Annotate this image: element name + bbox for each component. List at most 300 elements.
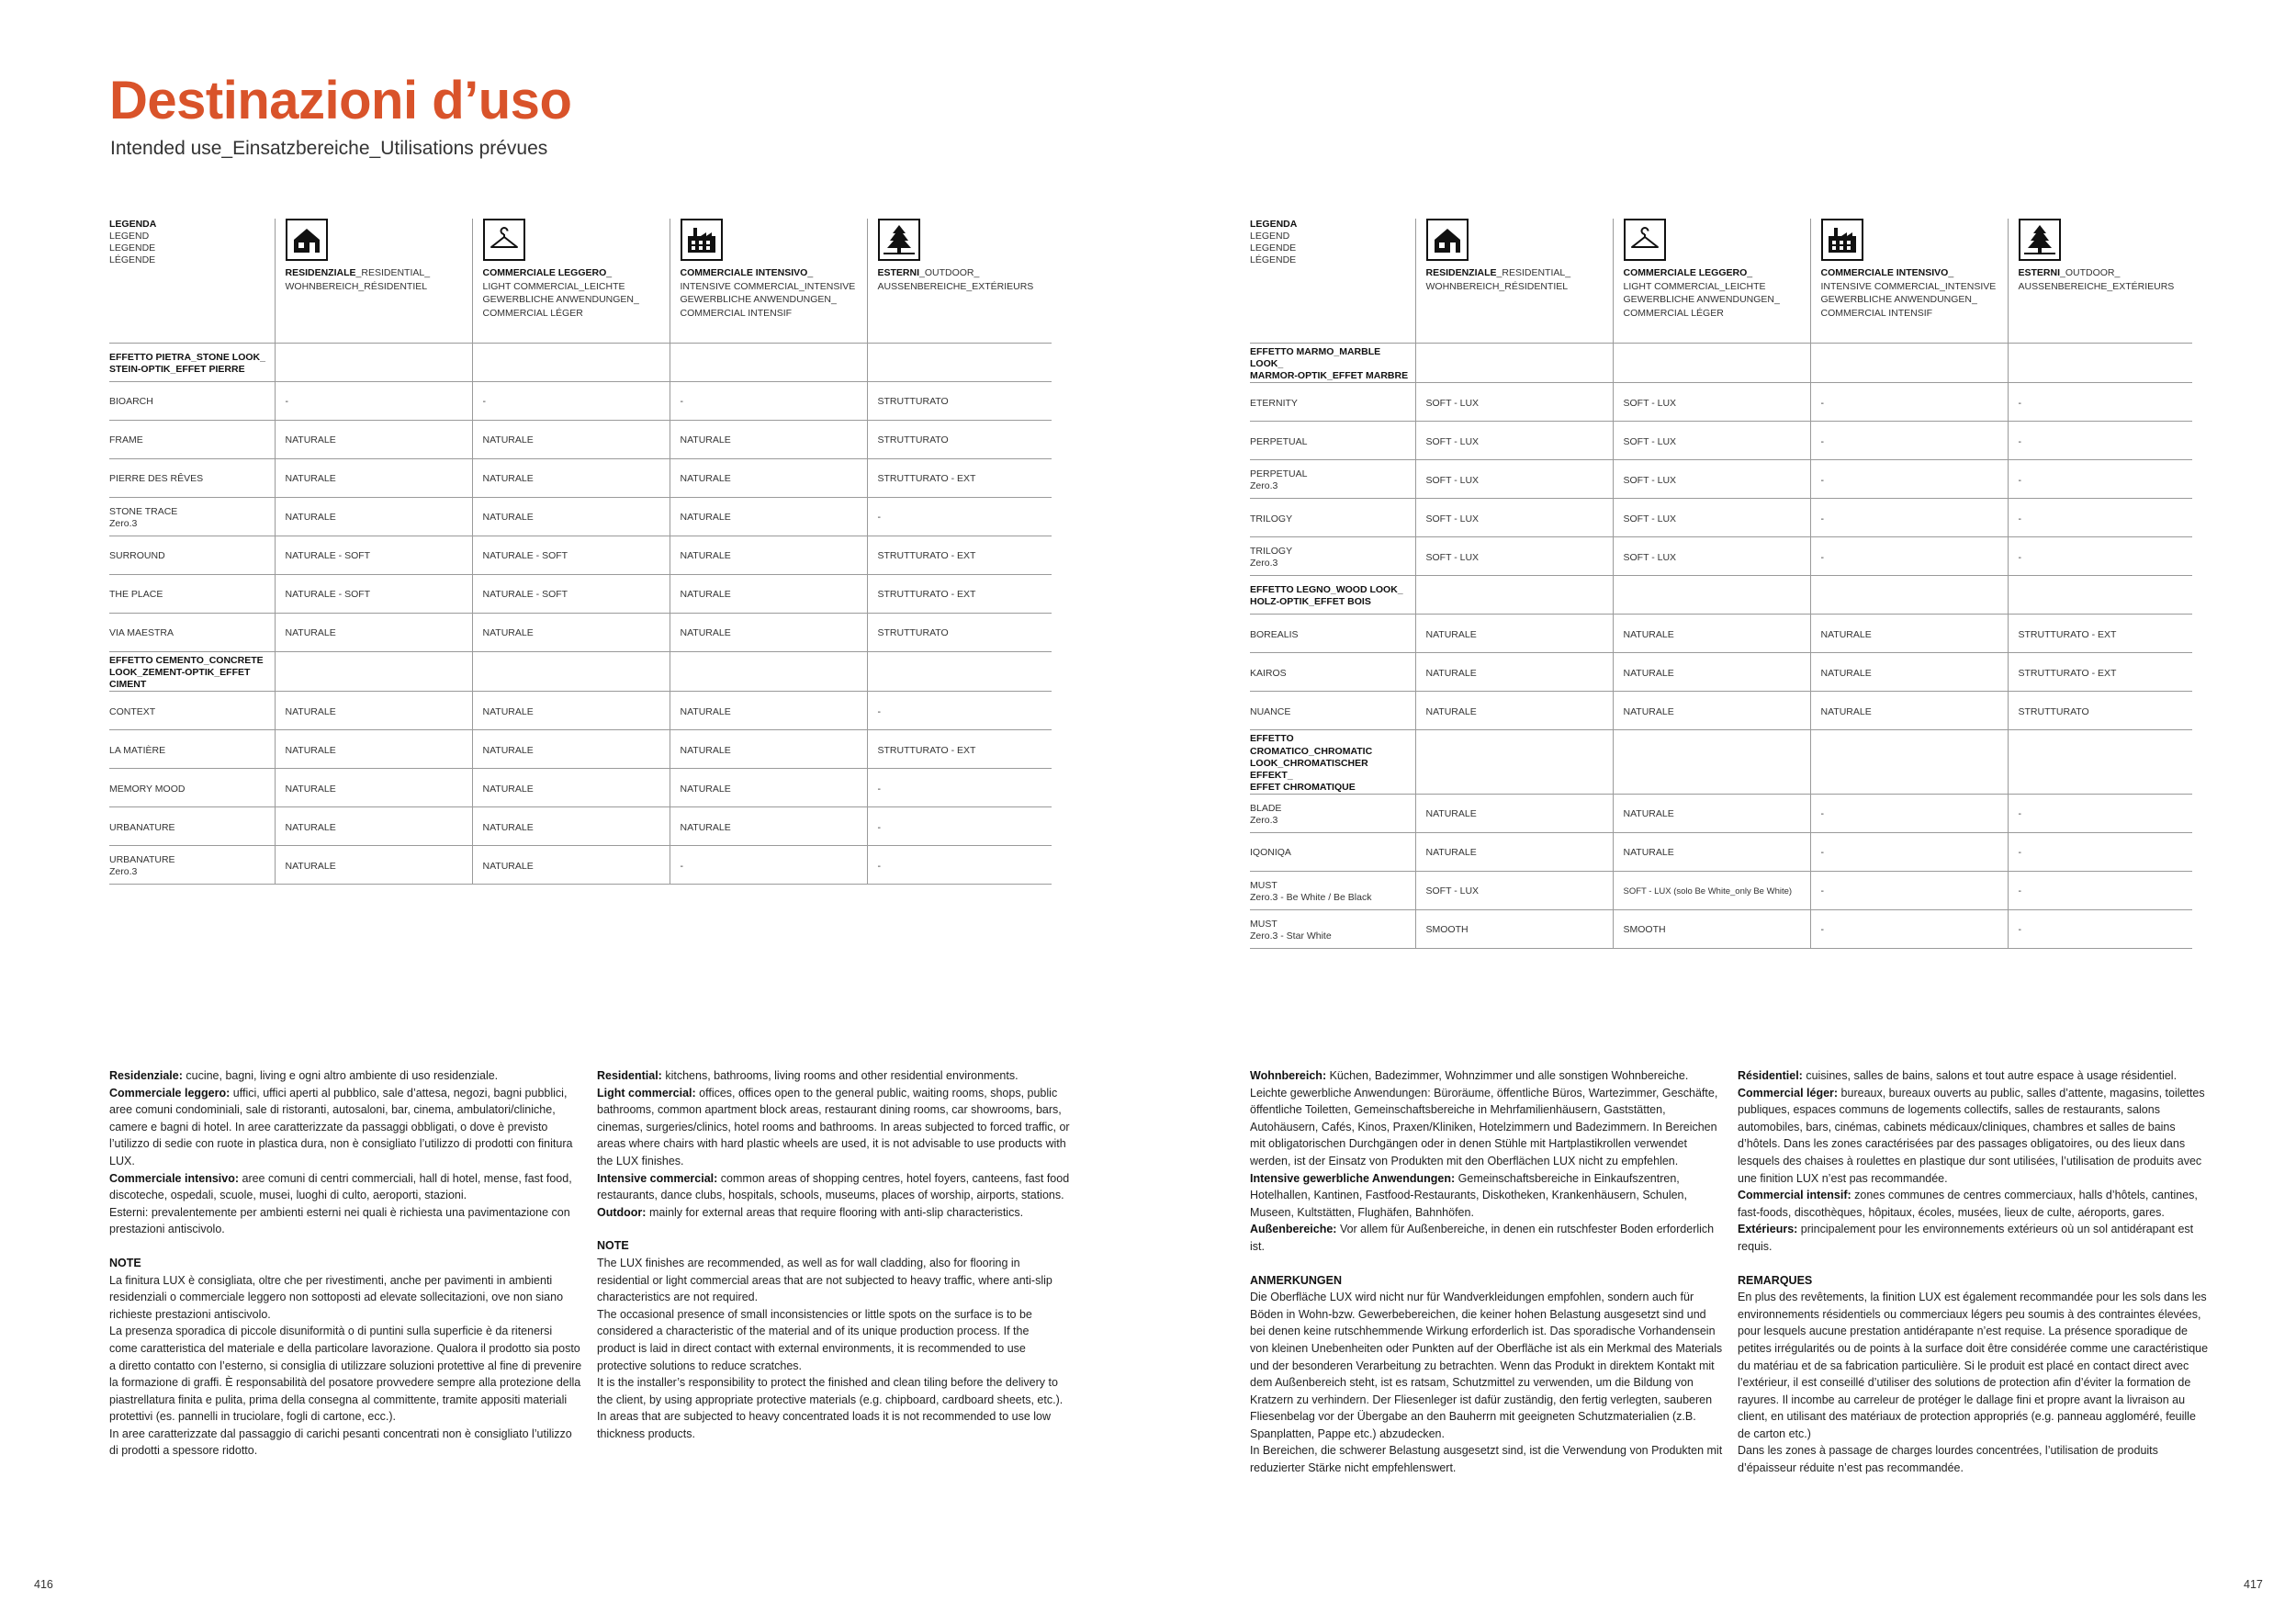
term-label: Commerciale leggero: — [109, 1086, 231, 1100]
category-label-line: AUSSENBEREICHE_EXTÉRIEURS — [2018, 280, 2175, 292]
finish-cell: - — [1810, 795, 2008, 833]
finish-cell: - — [2008, 460, 2192, 499]
table-row — [109, 769, 1052, 807]
finish-cell: NATURALE — [1810, 692, 2008, 730]
finish-cell: SOFT - LUX — [1613, 537, 1810, 576]
finish-cell: STRUTTURATO - EXT — [867, 575, 1052, 614]
table-header-row — [1250, 219, 2192, 344]
finish-cell: SOFT - LUX — [1415, 383, 1613, 422]
finish-cell: SOFT - LUX — [1613, 499, 1810, 537]
finish-cell: NATURALE — [1613, 653, 1810, 692]
product-name: VIA MAESTRA — [109, 627, 174, 639]
finish-cell: NATURALE — [670, 459, 867, 498]
category-label-line: GEWERBLICHE ANWENDUNGEN_ — [1820, 294, 1977, 306]
finish-cell: - — [2008, 537, 2192, 576]
category-label: COMMERCIALE LEGGERO_ — [482, 267, 613, 278]
text-paragraph: La finitura LUX è consigliata, oltre che per rivestimenti, anche per pavimenti in ambienti residenziali o commerciale leggero non sottoposti ad elevate sollecitazioni, ove non siano richieste prestazioni antiscivolo. — [109, 1273, 564, 1321]
finish-cell: - — [1810, 499, 2008, 537]
product-name: TRILOGY — [1250, 513, 1293, 524]
finish-cell: NATURALE — [275, 769, 472, 807]
text-paragraph: Die Oberfläche LUX wird nicht nur für Wandverkleidungen empfohlen, sondern auch für Böden in Wohn-bzw. Gewerbebereichen, die keiner hohen Belastung ausgesetzt sind und bei denen keine rutschhemmende Wirkung erforderlich ist. Das sporadische Vorhandensein von kleinen Unebenheiten oder Punkten auf der Oberfläche ist als ein Merkmal des Materials und der besonderen Verarbeitung zu betrachten. Wenn das Produkt in direktem Kontakt mit dem Außenbereich steht, ist es ratsam, Schutzmittel zu verwenden, um die Bildung von Kratzern zu verhindern. Der Fliesenleger ist dafür zuständig, den fertig verlegten, sauberen Fliesenbelag vor der Übergabe an den Bauherrn mit geeigneten Schutzmaterialien (z.B. Spanplatten, Pappe etc.) abzudecken. — [1250, 1291, 1723, 1440]
category-label: RESIDENZIALE_RESIDENTIAL_ — [285, 267, 431, 278]
finish-cell — [670, 652, 867, 692]
tree-icon — [2019, 219, 2061, 261]
finish-cell: SOFT - LUX — [1415, 537, 1613, 576]
text-german — [1250, 1067, 1723, 1477]
finish-cell: NATURALE — [1613, 692, 1810, 730]
table-row — [1250, 460, 2192, 499]
finish-cell: NATURALE — [275, 459, 472, 498]
category-header — [472, 219, 670, 344]
house-icon — [286, 219, 328, 261]
finish-cell: STRUTTURATO — [867, 382, 1052, 421]
finish-cell: SOFT - LUX — [1613, 422, 1810, 460]
product-name-cell — [1250, 460, 1415, 499]
category-header — [1415, 219, 1613, 344]
table-row — [1250, 653, 2192, 692]
finish-cell: NATURALE — [275, 692, 472, 730]
finish-cell: NATURALE — [1613, 833, 1810, 872]
finish-cell: NATURALE — [1415, 795, 1613, 833]
finish-cell — [1415, 344, 1613, 383]
term-label: Commercial léger: — [1738, 1086, 1839, 1100]
product-name: URBANATURE — [109, 821, 175, 833]
product-name-cell — [109, 344, 275, 382]
product-name-cell — [109, 807, 275, 846]
finish-cell: NATURALE — [472, 614, 670, 652]
term-label: Extérieurs: — [1738, 1223, 1798, 1236]
finish-cell: NATURALE — [670, 692, 867, 730]
table-row — [1250, 615, 2192, 653]
product-name: KAIROS — [1250, 667, 1287, 679]
finish-cell: STRUTTURATO - EXT — [867, 730, 1052, 769]
finish-cell: - — [2008, 795, 2192, 833]
category-header — [867, 219, 1052, 344]
table-row — [109, 614, 1052, 652]
table-row — [1250, 383, 2192, 422]
table-row — [109, 382, 1052, 421]
product-name: BIOARCH — [109, 396, 153, 408]
category-label-line: LIGHT COMMERCIAL_LEICHTE — [482, 280, 625, 292]
category-label-line: COMMERCIAL INTENSIF — [1820, 308, 1933, 320]
finish-cell: - — [1810, 383, 2008, 422]
product-name-cell — [1250, 730, 1415, 795]
category-header — [2008, 219, 2192, 344]
category-label-line: AUSSENBEREICHE_EXTÉRIEURS — [877, 280, 1034, 292]
finish-cell: NATURALE — [1415, 833, 1613, 872]
term-label: Wohnbereich: — [1250, 1069, 1327, 1082]
product-name: EFFETTO MARMO_MARBLE LOOK_ — [1250, 346, 1381, 370]
product-subname: HOLZ-OPTIK_EFFET BOIS — [1250, 596, 1371, 608]
product-subname: Zero.3 — [109, 866, 138, 878]
product-name-cell — [109, 575, 275, 614]
category-label: COMMERCIALE LEGGERO_ — [1623, 267, 1753, 278]
house-icon — [1426, 219, 1469, 261]
finish-cell: NATURALE — [275, 614, 472, 652]
product-name: IQONIQA — [1250, 847, 1291, 859]
category-label-line: WOHNBEREICH_RÉSIDENTIEL — [1425, 280, 1569, 292]
category-label-line: GEWERBLICHE ANWENDUNGEN_ — [482, 294, 639, 306]
table-row — [1250, 499, 2192, 537]
finish-cell: STRUTTURATO — [867, 614, 1052, 652]
legend-cell — [1250, 219, 1415, 344]
product-name: LA MATIÈRE — [109, 744, 166, 756]
finish-cell: NATURALE — [472, 421, 670, 459]
finish-cell — [867, 652, 1052, 692]
section-row — [109, 652, 1052, 692]
product-name: BLADE — [1250, 802, 1282, 814]
finish-cell: SOFT - LUX — [1415, 499, 1613, 537]
product-name-cell — [1250, 537, 1415, 576]
product-name: MEMORY MOOD — [109, 783, 186, 795]
finish-cell — [1810, 344, 2008, 383]
product-subname: Zero.3 - Be White / Be Black — [1250, 892, 1372, 903]
finish-cell: NATURALE — [670, 769, 867, 807]
finish-cell: NATURALE — [472, 846, 670, 885]
finish-cell: NATURALE — [472, 498, 670, 536]
product-name: THE PLACE — [109, 589, 163, 601]
product-name: URBANATURE — [109, 854, 175, 866]
product-name-cell — [109, 614, 275, 652]
table-row — [109, 846, 1052, 885]
product-subname: LOOK_CHROMATISCHER EFFEKT_ — [1250, 757, 1368, 781]
product-name-cell — [109, 382, 275, 421]
finish-cell: SOFT - LUX — [1415, 460, 1613, 499]
section-row — [1250, 730, 2192, 795]
table-row — [109, 692, 1052, 730]
finish-cell — [867, 344, 1052, 382]
finish-cell: - — [472, 382, 670, 421]
product-name-cell — [109, 769, 275, 807]
legend-line: LÉGENDE — [109, 254, 156, 266]
page-title: Destinazioni d’uso — [109, 71, 572, 130]
finish-cell: NATURALE — [1415, 692, 1613, 730]
term-label: Commercial intensif: — [1738, 1189, 1851, 1202]
finish-cell: NATURALE — [472, 692, 670, 730]
product-subname: STEIN-OPTIK_EFFET PIERRE — [109, 364, 245, 375]
category-label-line: INTENSIVE COMMERCIAL_INTENSIVE — [680, 280, 856, 292]
text-paragraph: It is the installer’s responsibility to protect the finished and clean tiling before the delivery to the client, by using appropriate protective materials (e.g. chipboard, cardboard sheets, etc.). — [597, 1376, 1064, 1406]
text-paragraph: In Bereichen, die schwerer Belastung ausgesetzt sind, ist die Verwendung von Produkten mit reduzierter Stärke nicht empfehlenswert. — [1250, 1444, 1723, 1475]
text-paragraph: Esterni: prevalentemente per ambienti esterni nei quali è richiesta una pavimentazione con prestazioni antiscivolo. — [109, 1205, 570, 1236]
finish-cell: NATURALE — [670, 807, 867, 846]
product-name-cell — [1250, 872, 1415, 910]
finish-cell: - — [2008, 422, 2192, 460]
text-paragraph: Residenziale: cucine, bagni, living e ogni altro ambiente di uso residenziale. — [109, 1069, 499, 1082]
product-name-cell — [1250, 910, 1415, 949]
table-row — [109, 421, 1052, 459]
finish-cell: NATURALE - SOFT — [472, 536, 670, 575]
notes-heading: NOTE — [597, 1239, 629, 1253]
text-paragraph: Light commercial: offices, offices open to the general public, waiting rooms, shops, public bathrooms, common apartment block areas, restaurant dining rooms, car showrooms, bars, cinemas, surgeries/clinics, hotel rooms and bathrooms. In areas subjected to forced traffic, or areas where chairs with hard plastic wheels are used, it is not advisable to use products with the LUX finishes. — [597, 1086, 1070, 1167]
table-row — [1250, 872, 2192, 910]
product-subname: LOOK_ZEMENT-OPTIK_EFFET CIMENT — [109, 667, 251, 691]
text-paragraph: Outdoor: mainly for external areas that require flooring with anti-slip characteristics. — [597, 1205, 1024, 1219]
text-paragraph: The LUX finishes are recommended, as well as for wall cladding, also for flooring in residential or light commercial areas that are not subjected to heavy traffic, where anti-slip characteristics are not required. — [597, 1256, 1052, 1304]
finish-cell — [2008, 344, 2192, 383]
product-name: MUST — [1250, 918, 1277, 930]
product-name-cell — [109, 498, 275, 536]
finish-cell: NATURALE — [1613, 795, 1810, 833]
finish-cell: NATURALE — [670, 614, 867, 652]
finish-cell: SOFT - LUX — [1613, 460, 1810, 499]
finish-cell: - — [1810, 422, 2008, 460]
finish-cell: STRUTTURATO - EXT — [2008, 615, 2192, 653]
finish-cell: STRUTTURATO — [867, 421, 1052, 459]
finish-cell: - — [1810, 537, 2008, 576]
table-row — [109, 459, 1052, 498]
product-subname: Zero.3 - Star White — [1250, 930, 1332, 942]
intended-use-table-left — [109, 219, 1052, 885]
finish-cell: - — [1810, 833, 2008, 872]
table-row — [1250, 910, 2192, 949]
product-name: NUANCE — [1250, 705, 1291, 717]
product-name-cell — [109, 536, 275, 575]
finish-cell: SOFT - LUX — [1415, 872, 1613, 910]
table-row — [1250, 795, 2192, 833]
finish-cell: NATURALE — [275, 846, 472, 885]
finish-cell: - — [2008, 910, 2192, 949]
tree-icon — [878, 219, 920, 261]
finish-cell: - — [1810, 910, 2008, 949]
finish-cell: SOFT - LUX — [1613, 383, 1810, 422]
text-paragraph: Résidentiel: cuisines, salles de bains, salons et tout autre espace à usage résidentiel. — [1738, 1069, 2178, 1082]
finish-cell: NATURALE - SOFT — [472, 575, 670, 614]
finish-cell: NATURALE — [670, 575, 867, 614]
text-paragraph: Intensive commercial: common areas of shopping centres, hotel foyers, canteens, fast food restaurants, dance clubs, hospitals, schools, museums, places of worship, airports, stations. — [597, 1171, 1070, 1202]
finish-cell: - — [867, 692, 1052, 730]
notes-heading: REMARQUES — [1738, 1273, 1813, 1287]
table-row — [1250, 537, 2192, 576]
finish-cell: SOFT - LUX (solo Be White_only Be White) — [1613, 872, 1810, 910]
product-subname: MARMOR-OPTIK_EFFET MARBRE — [1250, 370, 1409, 382]
category-label-line: COMMERCIAL LÉGER — [482, 308, 583, 320]
intended-use-table-right — [1250, 219, 2192, 949]
text-paragraph: Intensive gewerbliche Anwendungen: Gemeinschaftsbereiche in Einkaufszentren, Hotelhallen, Kantinen, Fastfood-Restaurants, Diskotheken, Krankenhäusern, Schulen, Museen, Kultstätten, Flughäfen, Bahnhöfen. — [1250, 1171, 1687, 1219]
product-name: SURROUND — [109, 550, 165, 562]
term-label: Außenbereiche: — [1250, 1223, 1337, 1236]
product-name-cell — [1250, 795, 1415, 833]
table-row — [1250, 422, 2192, 460]
text-paragraph: The occasional presence of small inconsistencies or little spots on the surface is to be considered a characteristic of the material and of its unique production process. If the product is laid in direct contact with external environments, it is recommended to use protective solutions to reduce scratches. — [597, 1307, 1032, 1372]
category-label: COMMERCIALE INTENSIVO_ — [1820, 267, 1954, 278]
finish-cell: NATURALE — [472, 807, 670, 846]
term-label: Residential: — [597, 1069, 662, 1082]
finish-cell: NATURALE - SOFT — [275, 575, 472, 614]
finish-cell: - — [2008, 383, 2192, 422]
text-paragraph: Wohnbereich: Küchen, Badezimmer, Wohnzimmer und alle sonstigen Wohnbereiche. — [1250, 1069, 1689, 1082]
product-name: MUST — [1250, 879, 1277, 891]
notes-heading: ANMERKUNGEN — [1250, 1273, 1342, 1287]
finish-cell: - — [867, 769, 1052, 807]
finish-cell — [1810, 730, 2008, 795]
product-subname: Zero.3 — [1250, 558, 1278, 570]
finish-cell: NATURALE — [275, 421, 472, 459]
product-name: EFFETTO CROMATICO_CHROMATIC — [1250, 733, 1373, 757]
finish-cell — [1613, 344, 1810, 383]
category-header — [275, 219, 472, 344]
category-label: COMMERCIALE INTENSIVO_ — [680, 267, 814, 278]
finish-cell: STRUTTURATO — [2008, 692, 2192, 730]
text-english — [597, 1067, 1070, 1442]
product-name-cell — [1250, 576, 1415, 615]
text-paragraph: In areas that are subjected to heavy concentrated loads it is not recommended to use low thickness products. — [597, 1410, 1052, 1440]
category-label-line: INTENSIVE COMMERCIAL_INTENSIVE — [1820, 280, 1997, 292]
product-name: EFFETTO CEMENTO_CONCRETE — [109, 655, 264, 666]
product-name: CONTEXT — [109, 705, 156, 717]
finish-cell: - — [1810, 872, 2008, 910]
product-name-cell — [109, 459, 275, 498]
category-label-line: COMMERCIAL INTENSIF — [680, 308, 793, 320]
term-label: Commerciale intensivo: — [109, 1171, 240, 1185]
legend-title: LEGENDA — [1250, 219, 1298, 230]
product-name-cell — [1250, 422, 1415, 460]
category-header — [1810, 219, 2008, 344]
product-name-cell — [1250, 383, 1415, 422]
product-name: PIERRE DES RÊVES — [109, 473, 204, 485]
factory-icon — [681, 219, 723, 261]
finish-cell: NATURALE — [670, 421, 867, 459]
product-subname: Zero.3 — [109, 518, 138, 529]
page-subtitle: Intended use_Einsatzbereiche_Utilisations prévues — [110, 138, 548, 159]
finish-cell: NATURALE — [1810, 653, 2008, 692]
finish-cell: - — [670, 382, 867, 421]
finish-cell: NATURALE — [472, 730, 670, 769]
legend-line: LEGEND — [1250, 231, 1290, 242]
finish-cell: - — [2008, 833, 2192, 872]
finish-cell: - — [867, 807, 1052, 846]
finish-cell: - — [2008, 872, 2192, 910]
product-name: STONE TRACE — [109, 505, 178, 517]
legend-cell — [109, 219, 275, 344]
finish-cell: - — [867, 498, 1052, 536]
finish-cell — [1613, 576, 1810, 615]
finish-cell — [2008, 730, 2192, 795]
term-label: Intensive commercial: — [597, 1171, 718, 1185]
product-name-cell — [109, 730, 275, 769]
product-name: BOREALIS — [1250, 628, 1299, 640]
product-subname: Zero.3 — [1250, 815, 1278, 826]
page-number-right: 417 — [2244, 1578, 2263, 1591]
finish-cell — [1415, 576, 1613, 615]
finish-cell — [1415, 730, 1613, 795]
finish-cell — [1810, 576, 2008, 615]
finish-cell — [670, 344, 867, 382]
finish-cell: STRUTTURATO - EXT — [867, 459, 1052, 498]
finish-cell: NATURALE — [275, 498, 472, 536]
product-name-cell — [1250, 615, 1415, 653]
product-name: PERPETUAL — [1250, 468, 1308, 480]
finish-cell — [472, 652, 670, 692]
finish-cell — [2008, 576, 2192, 615]
category-header — [1613, 219, 1810, 344]
category-label-line: LIGHT COMMERCIAL_LEICHTE — [1623, 280, 1766, 292]
finish-cell: NATURALE — [472, 459, 670, 498]
finish-cell: NATURALE — [275, 730, 472, 769]
finish-cell: SMOOTH — [1613, 910, 1810, 949]
category-label-line: COMMERCIAL LÉGER — [1623, 308, 1724, 320]
factory-icon — [1821, 219, 1863, 261]
text-french — [1738, 1067, 2211, 1477]
text-paragraph: Residential: kitchens, bathrooms, living rooms and other residential environments. — [597, 1069, 1019, 1082]
section-row — [109, 344, 1052, 382]
product-name-cell — [109, 652, 275, 692]
product-subname: EFFET CHROMATIQUE — [1250, 781, 1356, 793]
category-label-line: WOHNBEREICH_RÉSIDENTIEL — [285, 280, 428, 292]
table-row — [109, 575, 1052, 614]
text-paragraph: En plus des revêtements, la finition LUX est également recommandée pour les sols dans les environnements résidentiels ou commerciaux légers peu soumis à des contraintes élevées, pour lesquels aucune prestation antidérapante n’est requise. La présence sporadique de petites irrégularités ou de points à la surface doit être considérée comme une caractéristique du matériau et de sa fabrication particulière. Si le produit est placé en contact direct avec l’extérieur, il est conseillé d’utiliser des solutions de protection afin d’éviter la formation de rayures. Il incombe au carreleur de protéger le dallage fini et propre avant la livraison au client, en utilisant des matériaux de protection appropriés (e.g. panneau aggloméré, feuille de carton etc.) — [1738, 1291, 2209, 1440]
product-name: EFFETTO LEGNO_WOOD LOOK_ — [1250, 584, 1403, 596]
text-paragraph: La presenza sporadica di piccole disuniformità o di puntini sulla superficie è da ritenersi come caratteristica del materiale e della particolare lavorazione. Qualora il prodotto sia posto a diretto contatto con l’esterno, si consiglia di utilizzare soluzioni protettive al fine di prevenire la formazione di graffi. È responsabilità del posatore provvedere sempre alla protezione della piastrellatura finita e pulita, prima della consegna al committente, tramite appositi materiali protettivi (es. pannelli in truciolare, fogli di cartone, ecc.). — [109, 1325, 582, 1424]
product-name-cell — [109, 692, 275, 730]
table-row — [109, 536, 1052, 575]
term-label: Résidentiel: — [1738, 1069, 1803, 1082]
finish-cell: NATURALE - SOFT — [275, 536, 472, 575]
product-name-cell — [109, 846, 275, 885]
finish-cell: NATURALE — [472, 769, 670, 807]
category-label-line: GEWERBLICHE ANWENDUNGEN_ — [1623, 294, 1780, 306]
table-row — [109, 807, 1052, 846]
finish-cell: NATURALE — [1415, 615, 1613, 653]
product-name: EFFETTO PIETRA_STONE LOOK_ — [109, 351, 265, 363]
section-row — [1250, 344, 2192, 383]
category-label: ESTERNI_OUTDOOR_ — [2018, 267, 2121, 278]
finish-cell: - — [867, 846, 1052, 885]
product-name: PERPETUAL — [1250, 435, 1308, 447]
legend-line: LÉGENDE — [1250, 254, 1297, 266]
finish-cell: NATURALE — [670, 498, 867, 536]
finish-cell: - — [2008, 499, 2192, 537]
text-paragraph: Extérieurs: principalement pour les environnements extérieurs où un sol antidérapant est requis. — [1738, 1223, 2194, 1253]
product-subname: Zero.3 — [1250, 480, 1278, 492]
text-paragraph: Commerciale leggero: uffici, uffici aperti al pubblico, sale d’attesa, negozi, bagni pubblici, aree comuni condominiali, sale di ristoranti, autosaloni, bar, cinema, ambulatori/cliniche, camere e bagni di hotel. In aree caratterizzate da passaggi obbligati, o dove è previsto l’utilizzo di sedie con ruote in plastica dura, non è consigliato l’utilizzo di prodotti con finitura LUX. — [109, 1086, 573, 1167]
page-number-left: 416 — [34, 1578, 53, 1591]
finish-cell: SMOOTH — [1415, 910, 1613, 949]
product-name: FRAME — [109, 434, 143, 446]
text-paragraph: Leichte gewerbliche Anwendungen: Büroräume, öffentliche Büros, Wartezimmer, Geschäfte, öffentliche Toiletten, Gemeinschaftsbereiche in Mehrfamilienhäusern, Gaststätten, Autohäusern, Cafés, Kinos, Praxen/Kliniken, Hotelzimmern und Badezimmern. In Bereichen mit obligatorischen Durchgängen oder in denen Stühle mit Hartplastikrollen verwendet werden, ist der Einsatz von Produkten mit den Oberflächen LUX nicht zu empfehlen. — [1250, 1086, 1718, 1167]
finish-cell: NATURALE — [1810, 615, 2008, 653]
product-name-cell — [1250, 344, 1415, 383]
finish-cell: NATURALE — [1415, 653, 1613, 692]
term-label: Light commercial: — [597, 1086, 696, 1100]
finish-cell: NATURALE — [670, 730, 867, 769]
text-paragraph: Dans les zones à passage de charges lourdes concentrées, l’utilisation de produits d’épaisseur réduite n’est pas recommandée. — [1738, 1444, 2158, 1475]
term-label: Residenziale: — [109, 1069, 183, 1082]
product-name-cell — [1250, 692, 1415, 730]
legend-line: LEGEND — [109, 231, 150, 242]
text-paragraph: Commercial intensif: zones communes de centres commerciaux, halls d’hôtels, cantines, fast-foods, discothèques, hôpitaux, écoles, musées, lieux de culte, aéroports, gares. — [1738, 1189, 2198, 1219]
category-label: RESIDENZIALE_RESIDENTIAL_ — [1425, 267, 1571, 278]
legend-line: LEGENDE — [1250, 242, 1297, 254]
finish-cell: - — [1810, 460, 2008, 499]
hanger-icon — [483, 219, 525, 261]
product-name: ETERNITY — [1250, 397, 1298, 409]
table-header-row — [109, 219, 1052, 344]
finish-cell: NATURALE — [1613, 615, 1810, 653]
text-paragraph: Commercial léger: bureaux, bureaux ouverts au public, salles d’attente, magasins, toilettes publiques, espaces communs de logements collectifs, salles de restaurants, salons automobiles, bars, cinémas, cabinets médicaux/cliniques, chambres et salles de bains d’hôtels. Dans les zones caractérisées par des passages obligatoires, ou des lieux dans lesquels des chaises à roulettes en plastique dur sont utilisées, l’utilisation de produits avec une finition LUX n’est pas recommandée. — [1738, 1086, 2205, 1185]
finish-cell — [275, 344, 472, 382]
finish-cell: NATURALE — [275, 807, 472, 846]
legend-line: LEGENDE — [109, 242, 156, 254]
category-label: ESTERNI_OUTDOOR_ — [877, 267, 980, 278]
term-label: Intensive gewerbliche Anwendungen: — [1250, 1171, 1456, 1185]
notes-heading: NOTE — [109, 1256, 141, 1269]
finish-cell: STRUTTURATO - EXT — [2008, 653, 2192, 692]
term-label: Outdoor: — [597, 1205, 647, 1219]
finish-cell: NATURALE — [670, 536, 867, 575]
table-row — [1250, 692, 2192, 730]
finish-cell: SOFT - LUX — [1415, 422, 1613, 460]
